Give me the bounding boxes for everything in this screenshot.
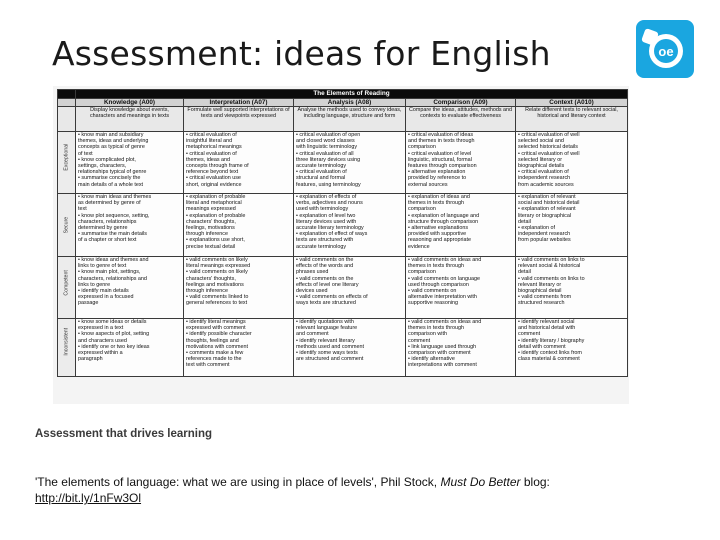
cell-line: biographical details xyxy=(518,163,565,170)
band-cell xyxy=(516,319,628,377)
cell-line: feelings and motivations xyxy=(186,281,244,288)
cell-line: determined by genre xyxy=(78,225,128,232)
cell-line: supportive reasoning xyxy=(408,300,459,307)
cell-line: • explanations use short, xyxy=(186,237,245,244)
band-cell xyxy=(184,319,294,377)
cell-line: • explanation of effect of ways xyxy=(296,231,368,238)
cell-line: themes in texts through xyxy=(408,325,465,332)
cell-line: • valid comments on xyxy=(408,288,457,295)
cell-line: • critical evaluation of open xyxy=(296,132,361,138)
logo-text: oe xyxy=(658,44,674,59)
band-cell xyxy=(294,194,406,257)
cell-line: from academic sources xyxy=(518,181,574,188)
source-link[interactable]: http://bit.ly/1nFw3Ol xyxy=(35,491,142,505)
band-cell xyxy=(294,257,406,319)
cell-line: • know complicated plot, xyxy=(78,156,136,163)
band-label-cell xyxy=(58,319,76,377)
cell-line: • explanation of effects of xyxy=(296,194,357,200)
cell-line: biographical detail xyxy=(518,288,562,295)
cell-line: motivations with comment xyxy=(186,343,249,350)
cell-line: characters' thoughts, xyxy=(186,275,236,282)
cell-line: themes, ideas and underlying xyxy=(78,138,149,145)
cell-line: ways texts are structured xyxy=(296,300,356,307)
cell-line: methods used and comment xyxy=(296,343,365,350)
cell-line: • know aspects of plot, setting xyxy=(78,331,150,338)
cell-line: themes in texts through xyxy=(408,200,465,207)
cell-line: meanings expressed xyxy=(186,206,236,213)
cell-line: • explanation of probable xyxy=(186,194,246,200)
cell-line: expressed with comment xyxy=(186,325,246,332)
cell-line: comparison xyxy=(408,206,436,213)
cell-line: • identify context links from xyxy=(518,350,582,357)
band-cell xyxy=(294,132,406,194)
cell-line: • identify literal meanings xyxy=(186,319,246,325)
cell-line: used through comparison xyxy=(408,281,469,288)
column-description: Display knowledge about events, characters and meanings in texts xyxy=(76,107,184,132)
cell-line: detail with comment xyxy=(518,343,566,350)
cell-line: selected literary or xyxy=(518,156,563,163)
cell-line: relevant literary or xyxy=(518,281,562,288)
cell-line: relevant language feature xyxy=(296,325,358,332)
cell-line: • critical evaluation of xyxy=(296,169,347,176)
cell-line: • know some ideas or details xyxy=(78,319,147,325)
elements-of-reading-table xyxy=(57,89,628,377)
band-row xyxy=(58,132,628,194)
cell-line: • explanation of language and xyxy=(408,212,480,219)
band-label-cell xyxy=(58,257,76,319)
cell-line: detail xyxy=(518,218,531,225)
cell-line: expressed in a focused xyxy=(78,294,134,301)
cell-line: • critical evaluation of ideas xyxy=(408,132,474,138)
cell-line: detail xyxy=(518,269,531,276)
band-label-cell xyxy=(58,132,76,194)
cell-line: and themes in texts through xyxy=(408,138,475,145)
cell-line: accurate literary terminology xyxy=(296,225,364,232)
cell-line: • critical evaluation of xyxy=(518,169,569,176)
band-cell xyxy=(516,257,628,319)
source-citation xyxy=(35,474,685,506)
cell-line: comparison with xyxy=(408,331,447,338)
cell-line: • know main plot, settings, xyxy=(78,269,141,276)
cell-line: expressed within a xyxy=(78,350,123,357)
cell-line: • explanation of level two xyxy=(296,212,356,219)
cell-line: through inference xyxy=(186,288,228,295)
cell-line: reference beyond text xyxy=(186,169,239,176)
cell-line: literary or biographical xyxy=(518,212,572,219)
cell-line: metaphorical meanings xyxy=(186,144,242,151)
cell-line: selected social and xyxy=(518,138,564,145)
cell-line: from popular websites xyxy=(518,237,571,244)
cell-line: accurate terminology xyxy=(296,243,347,250)
cell-line: text with comment xyxy=(186,362,230,369)
cell-line: • valid comments on the xyxy=(296,257,354,263)
cell-line: text xyxy=(78,206,87,213)
cell-line: external sources xyxy=(408,181,448,188)
cell-line: • valid comments on effects of xyxy=(296,294,368,301)
cell-line: themes in texts through xyxy=(408,263,465,270)
cell-line: and closed word classes xyxy=(296,138,355,145)
cell-line: general references to text xyxy=(186,300,248,307)
band-label: Competent xyxy=(63,270,70,296)
cell-line: • identify some ways texts xyxy=(296,350,358,357)
slide-title: Assessment: ideas for English xyxy=(52,34,551,73)
cell-line: independent research xyxy=(518,231,571,238)
cell-line: relevant social & historical xyxy=(518,263,581,270)
cell-line: structural and formal xyxy=(296,175,346,182)
cell-line: provided by reference to xyxy=(408,175,467,182)
cell-line: alternative interpretation with xyxy=(408,294,477,301)
band-cell xyxy=(184,194,294,257)
cell-line: • valid comments on ideas and xyxy=(408,257,482,263)
cell-line: precise textual detail xyxy=(186,243,236,250)
cell-line: and characters used xyxy=(78,337,127,344)
cell-line: evidence xyxy=(408,243,430,250)
band-cell xyxy=(516,132,628,194)
cell-line: are structured and comment xyxy=(296,356,364,363)
cell-line: • explanation of xyxy=(518,225,555,232)
cell-line: • know ideas and themes and xyxy=(78,257,149,263)
cell-line: • summarise the main details xyxy=(78,231,147,238)
cell-line: • summarise concisely the xyxy=(78,175,141,182)
band-cell xyxy=(184,257,294,319)
cell-line: structure through comparison xyxy=(408,218,479,225)
column-header: Analysis (A08) xyxy=(294,99,406,107)
column-description: Formulate well supported interpretations of texts and viewpoints expressed xyxy=(184,107,294,132)
column-header: Comparison (A09) xyxy=(406,99,516,107)
cell-line: • alternative explanations xyxy=(408,225,469,232)
cell-line: • critical evaluation of all xyxy=(296,150,354,157)
column-description: Analyse the methods used to convey ideas, including language, structure and form xyxy=(294,107,406,132)
cell-line: insightful literal and xyxy=(186,138,233,145)
cell-line: concepts through frame of xyxy=(186,163,249,170)
column-header: Knowledge (A00) xyxy=(76,99,184,107)
table-title: The Elements of Reading xyxy=(76,90,628,99)
band-cell xyxy=(184,132,294,194)
cell-line: paragraph xyxy=(78,356,103,363)
column-description: Relate different texts to relevant social, historical and literary context xyxy=(516,107,628,132)
cell-line: as determined by genre of xyxy=(78,200,141,207)
cell-line: literal meanings expressed xyxy=(186,263,251,270)
cell-line: effects of level one literary xyxy=(296,281,359,288)
cell-line: main details of a whole text xyxy=(78,181,144,188)
cell-line: class material & comment xyxy=(518,356,580,363)
band-label: Inconsistent xyxy=(63,328,70,356)
cell-line: comment xyxy=(518,331,541,338)
cell-line: selected historical details xyxy=(518,144,578,151)
cell-line: used with terminology xyxy=(296,206,349,213)
band-cell xyxy=(76,319,184,377)
cell-line: feelings, motivations xyxy=(186,225,235,232)
cell-line: literary devices used with xyxy=(296,218,357,225)
cell-line: settings, characters, xyxy=(78,163,127,170)
column-header: Interpretation (A07) xyxy=(184,99,294,107)
source-prefix: 'The elements of language: what we are using in place of levels', Phil Stock, xyxy=(35,475,441,489)
band-label-cell xyxy=(58,194,76,257)
cell-line: literal and metaphorical xyxy=(186,200,242,207)
cell-line: characters, relationships xyxy=(78,218,137,225)
band-row xyxy=(58,257,628,319)
cell-line: phrases used xyxy=(296,269,329,276)
cell-line: comparison xyxy=(408,144,436,151)
cell-line: reasoning and appropriate xyxy=(408,237,471,244)
cell-line: comparison xyxy=(408,269,436,276)
cell-line: interpretations with comment xyxy=(408,362,477,369)
caption: Assessment that drives learning xyxy=(35,428,213,440)
cell-line: concepts as typical of genre xyxy=(78,144,145,151)
cell-line: • identify possible character xyxy=(186,331,252,338)
cell-line: expressed in a text xyxy=(78,325,124,332)
cell-line: • comments make a few xyxy=(186,350,244,357)
cell-line: • valid comments on links to xyxy=(518,257,585,263)
cell-line: • explanation of probable xyxy=(186,212,246,219)
cell-line: links to genre of text xyxy=(78,263,127,270)
cell-line: passage xyxy=(78,300,99,307)
column-header: Context (A010) xyxy=(516,99,628,107)
band-cell xyxy=(516,194,628,257)
cell-line: • valid comments on likely xyxy=(186,257,248,263)
cell-line: • know plot sequence, setting, xyxy=(78,212,150,219)
band-cell xyxy=(294,319,406,377)
cell-line: independent research xyxy=(518,175,571,182)
cell-line: provided with supportive xyxy=(408,231,467,238)
cell-line: • critical evaluation of xyxy=(186,150,237,157)
cell-line: • valid comments on ideas and xyxy=(408,319,482,325)
cell-line: structured research xyxy=(518,300,565,307)
band-cell xyxy=(406,132,516,194)
band-cell xyxy=(406,194,516,257)
cell-line: • valid comments on links to xyxy=(518,275,585,282)
cell-line: comparison with comment xyxy=(408,350,471,357)
cell-line: • valid comments on likely xyxy=(186,269,248,276)
cell-line: features, using terminology xyxy=(296,181,361,188)
cell-line: • critical evaluation of level xyxy=(408,150,472,157)
band-row xyxy=(58,194,628,257)
cell-line: • know main and subsidiary xyxy=(78,132,144,138)
oe-logo-icon xyxy=(636,20,694,78)
cell-line: • identify relevant social xyxy=(518,319,575,325)
band-cell xyxy=(406,257,516,319)
cell-line: short, original evidence xyxy=(186,181,242,188)
cell-line: • identify one or two key ideas xyxy=(78,343,150,350)
cell-line: • identify quotations with xyxy=(296,319,354,325)
cell-line: characters, relationships and xyxy=(78,275,147,282)
cell-line: • identify relevant literary xyxy=(296,337,355,344)
cell-line: of text xyxy=(78,150,93,157)
cell-line: and historical detail with xyxy=(518,325,576,332)
cell-line: effects of the words and xyxy=(296,263,354,270)
cell-line: • critical evaluation of xyxy=(186,132,237,138)
cell-line: • identify main details xyxy=(78,288,129,295)
cell-line: • valid comments on language xyxy=(408,275,481,282)
cell-line: • valid comments linked to xyxy=(186,294,249,301)
source-suffix: blog: xyxy=(520,475,550,489)
cell-line: • link language used through xyxy=(408,343,477,350)
cell-line: of a chapter or short text xyxy=(78,237,137,244)
band-cell xyxy=(76,257,184,319)
blog-name: Must Do Better xyxy=(440,475,521,489)
cell-line: and comment xyxy=(296,331,329,338)
cell-line: devices used xyxy=(296,288,328,295)
band-row xyxy=(58,319,628,377)
cell-line: three literary devices using xyxy=(296,156,361,163)
cell-line: characters' thoughts, xyxy=(186,218,236,225)
cell-line: social and historical detail xyxy=(518,200,580,207)
cell-line: • know main ideas and themes xyxy=(78,194,152,200)
cell-line: • valid comments on the xyxy=(296,275,354,282)
column-description: Compare the ideas, attitudes, methods and contexts to evaluate effectiveness xyxy=(406,107,516,132)
cell-line: • critical evaluation of well xyxy=(518,132,580,138)
cell-line: texts are structured with xyxy=(296,237,354,244)
cell-line: • valid comments from xyxy=(518,294,572,301)
cell-line: • explanation of relevant xyxy=(518,194,576,200)
cell-line: relationships typical of genre xyxy=(78,169,147,176)
band-cell xyxy=(76,194,184,257)
cell-line: themes, ideas and xyxy=(186,156,231,163)
cell-line: • critical evaluation of well xyxy=(518,150,580,157)
cell-line: • alternative explanation xyxy=(408,169,466,176)
band-cell xyxy=(406,319,516,377)
cell-line: • explanation of relevant xyxy=(518,206,576,213)
band-label: Exceptional xyxy=(63,144,70,171)
cell-line: with linguistic terminology xyxy=(296,144,358,151)
cell-line: verbs, adjectives and nouns xyxy=(296,200,363,207)
cell-line: • identify alternative xyxy=(408,356,455,363)
cell-line: references made to the xyxy=(186,356,242,363)
cell-line: links to genre xyxy=(78,281,111,288)
band-cell xyxy=(76,132,184,194)
band-label: Secure xyxy=(63,216,70,234)
cell-line: features through comparison xyxy=(408,163,477,170)
cell-line: linguistic, structural, formal xyxy=(408,156,472,163)
cell-line: through inference xyxy=(186,231,228,238)
cell-line: • explanation of ideas and xyxy=(408,194,470,200)
cell-line: thoughts, feelings and xyxy=(186,337,239,344)
cell-line: • critical evaluation use xyxy=(186,175,241,182)
cell-line: accurate terminology xyxy=(296,163,347,170)
cell-line: comment xyxy=(408,337,431,344)
cell-line: • identify literary / biography xyxy=(518,337,585,344)
